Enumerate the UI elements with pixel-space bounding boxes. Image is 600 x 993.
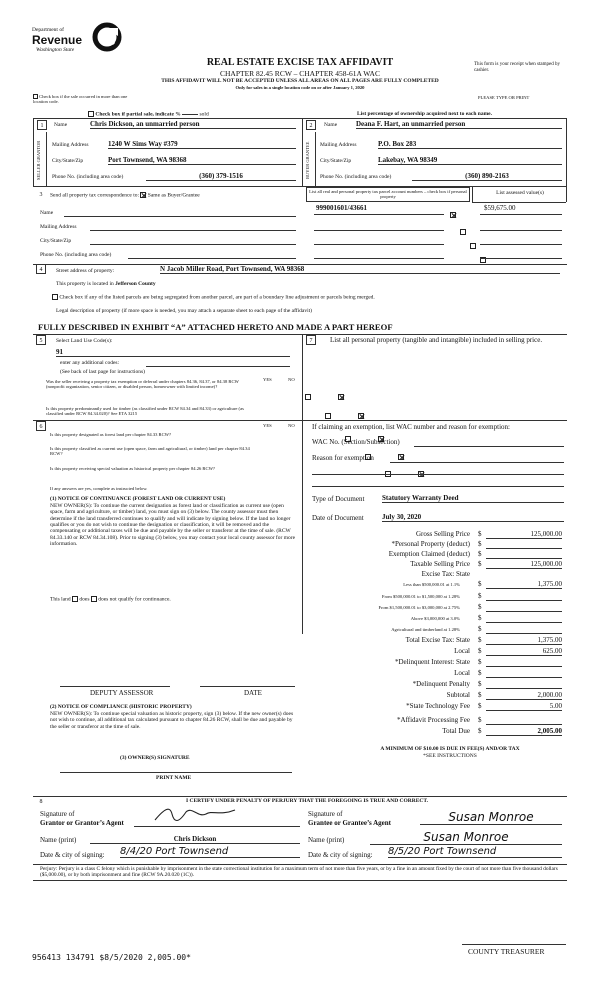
tier4-label: Above $3,000,000 at 3.0%: [410, 616, 460, 621]
grantor-signature: [150, 804, 240, 826]
section5-number: 5: [36, 335, 46, 345]
partial-sale-row: [88, 111, 209, 118]
section6-yes: YES: [263, 423, 272, 428]
buyer-name-label: Name: [324, 122, 338, 128]
tier1-value: 1,375.00: [486, 580, 562, 589]
section3-number: 3: [36, 190, 46, 200]
del-int-state-label: *Delinquent Interest: State: [394, 658, 470, 666]
buyer-mail: P.O. Box 283: [378, 140, 562, 149]
section6-q1: Is this property designated as forest land per chapter 84.33 RCW?: [50, 432, 172, 437]
section3-phone-label: Phone No. (including area code): [40, 252, 112, 258]
multi-location-row: [33, 94, 133, 105]
grantor-date-city: 8/4/20 Port Townsend: [120, 846, 300, 858]
grantor-sig-label2: Grantor or Grantor’s Agent: [40, 819, 124, 827]
section6-number: 6: [36, 421, 46, 431]
tier2-dollar: $: [478, 592, 482, 600]
segregation-checkbox[interactable]: [52, 294, 58, 300]
partial-sale-sold: sold: [199, 111, 209, 118]
grantee-signature: Susan Monroe: [420, 810, 562, 825]
q1-no-checkbox[interactable]: [338, 394, 344, 400]
additional-codes-label: enter any additional codes:: [60, 360, 120, 366]
perjury-warning: [40, 866, 560, 878]
parcel2-personal-checkbox[interactable]: [460, 229, 466, 235]
doc-date: July 30, 2020: [382, 513, 564, 522]
segregation-row: [52, 294, 375, 301]
buyer-city-label: City/State/Zip: [320, 158, 352, 164]
section3-name-label: Name: [40, 210, 54, 216]
this-land-label: This land: [50, 596, 71, 603]
ownership-note: List percentage of ownership acquired next to each name.: [357, 111, 492, 117]
del-penalty-dollar: $: [478, 680, 482, 688]
section3-mail-label: Mailing Address: [40, 224, 77, 230]
street-address: N Jacob Miller Road, Port Townsend, WA 98368: [160, 265, 560, 274]
seller-name-label: Name: [54, 122, 68, 128]
legal-description-label: Legal description of property (if more space is needed, you may attach a separate sheet to each page of the affidavit): [56, 308, 312, 314]
doc-date-label: Date of Document: [312, 514, 364, 522]
form-title: REAL ESTATE EXCISE TAX AFFIDAVIT: [206, 57, 394, 68]
total-state-value: 1,375.00: [486, 636, 562, 645]
assessor-date-label: DATE: [244, 689, 262, 697]
excise-state-label: Excise Tax: State: [421, 570, 470, 578]
tier5-dollar: $: [478, 625, 482, 633]
local-label: Local: [454, 647, 470, 655]
taxable-dollar: $: [478, 560, 482, 568]
partial-sale-checkbox[interactable]: [88, 111, 94, 117]
gross-value: 125,000.00: [486, 530, 562, 539]
does-not-qualify-checkbox[interactable]: [91, 596, 97, 602]
see-back-label: (See back of last page for instructions): [60, 369, 145, 375]
tier3-dollar: $: [478, 603, 482, 611]
section6-q3: Is this property receiving special valuation as historical property per chapter 84.26 RCW?: [50, 466, 215, 471]
agency-line2: Revenue: [32, 33, 83, 47]
seller-name: Chris Dickson, an unmarried person: [90, 120, 296, 129]
see-instructions: *SEE INSTRUCTIONS: [423, 753, 477, 759]
notice1-title: (1) NOTICE OF CONTINUANCE (FOREST LAND OR CURRENT USE): [50, 496, 226, 502]
buyer-mail-label: Mailing Address: [320, 142, 357, 148]
affidavit-fee-label: *Affidavit Processing Fee: [397, 716, 470, 724]
subtotal-value: 2,000.00: [486, 691, 562, 700]
total-due-value: 2,005.00: [486, 727, 562, 736]
notice2-title: (2) NOTICE OF COMPLIANCE (HISTORIC PROPERTY): [50, 704, 192, 710]
section2-number: 2: [306, 120, 316, 130]
tier3-label: From $1,500,000.01 to $3,000,000 at 2.75%: [378, 605, 460, 610]
del-penalty-label: *Delinquent Penalty: [412, 680, 470, 688]
personal-deduct-label: *Personal Property (deduct): [391, 540, 470, 548]
parcel-number-text: 999001601/43661: [316, 204, 367, 212]
section4-number: 4: [36, 264, 46, 274]
form-only-for: Only for sales in a single location code on or after January 1, 2020: [235, 85, 365, 90]
notice1-body: NEW OWNER(S): To continue the current designation as forest land or classification as current use (open space, farm and agriculture, or timber) land, you must sign on (3) below. The county assessor must then determine if the land transferred continues to qualify and will indicate by signing below. If the land no longer qualifies or you do not wish to continue the designation or classification, it will be removed and the compensating or additional taxes will be due and payable by the seller or transferor at the time of sale. (RCW 84.33.140 or RCW 84.34.108). Prior to signing (3) below, you may contact your local county assessor for more information.: [50, 503, 296, 547]
county-treasurer-label: COUNTY TREASURER: [468, 947, 545, 956]
subtotal-dollar: $: [478, 691, 482, 699]
seller-mail: 1240 W Sims Way #379: [108, 140, 296, 149]
personal-property-label: List all personal property (tangible and intangible) included in selling price.: [330, 336, 543, 344]
grantor-name: Chris Dickson: [90, 835, 300, 844]
multi-location-checkbox[interactable]: [33, 94, 38, 99]
form-warning: THIS AFFIDAVIT WILL NOT BE ACCEPTED UNLESS ALL AREAS ON ALL PAGES ARE FULLY COMPLETED: [161, 78, 439, 84]
taxable-value: 125,000.00: [486, 560, 562, 569]
owner-signature-label: (3) OWNER(S) SIGNATURE: [120, 755, 190, 761]
partial-sale-label: Check box if partial sale, indicate %: [95, 111, 181, 118]
section6-q2: Is this property classified as current use (open space, farm and agricultural, or timber) land per chapter 84.34 RCW?: [50, 446, 250, 457]
receipt-note: This form is your receipt when stamped by cashier.: [474, 62, 560, 73]
gross-label: Gross Selling Price: [415, 530, 470, 538]
current-use-no-checkbox[interactable]: [398, 454, 404, 460]
does-label: does: [79, 596, 90, 603]
local-value: 625.00: [486, 647, 562, 656]
total-state-dollar: $: [478, 636, 482, 644]
minimum-note: A MINIMUM OF $10.00 IS DUE IN FEE(S) AND/OR TAX: [380, 746, 520, 752]
section3-city-label: City/State/Zip: [40, 238, 72, 244]
subtotal-label: Subtotal: [446, 691, 470, 699]
does-qualify-checkbox[interactable]: [72, 596, 78, 602]
tier2-label: From $500,000.01 to $1,500,000 at 1.28%: [381, 594, 460, 599]
doc-type: Statutory Warranty Deed: [382, 494, 564, 503]
grantee-sig-label1: Signature of: [308, 810, 343, 818]
continuance-row: [50, 596, 171, 603]
tier4-dollar: $: [478, 614, 482, 622]
grantee-date-label: Date & city of signing:: [308, 851, 373, 859]
grantee-date-city: 8/5/20 Port Townsend: [388, 846, 562, 858]
section6-no: NO: [288, 423, 295, 428]
certify-statement: I CERTIFY UNDER PENALTY OF PERJURY THAT THE FOREGOING IS TRUE AND CORRECT.: [186, 798, 429, 804]
same-as-buyer-checkbox[interactable]: [140, 192, 146, 198]
section3-label: Send all property tax correspondence to:: [50, 192, 140, 199]
local-dollar: $: [478, 647, 482, 655]
buyer-name: Deana F. Hart, an unmarried person: [356, 120, 562, 129]
dor-logo: [30, 22, 130, 58]
if-yes-note: If any answers are yes, complete as instructed below.: [50, 486, 148, 491]
doc-type-label: Type of Document: [312, 495, 365, 503]
q2-yes-checkbox[interactable]: [325, 413, 331, 419]
buyer-phone-label: Phone No. (including area code): [320, 174, 392, 180]
section1-number: 1: [37, 120, 47, 130]
dor-logo-icon: [92, 22, 128, 52]
print-name-label: PRINT NAME: [156, 775, 192, 781]
does-not-label: does not qualify for continuance.: [98, 596, 171, 603]
section7-number: 7: [306, 335, 316, 345]
q2-no-checkbox[interactable]: [358, 413, 364, 419]
parcel-header: List all real and personal property tax parcel account numbers – check box if personal property: [306, 187, 470, 202]
tech-fee-dollar: $: [478, 702, 482, 710]
reason-label: Reason for exemption: [312, 454, 374, 462]
grantee-sig-label2: Grantee or Grantee’s Agent: [308, 819, 392, 827]
parcel3-personal-checkbox[interactable]: [470, 243, 476, 249]
exemption-label: If claiming an exemption, list WAC number and reason for exemption:: [312, 423, 510, 431]
grantor-date-label: Date & city of signing:: [40, 851, 105, 859]
section5-no: NO: [288, 377, 295, 382]
seller-mail-label: Mailing Address: [52, 142, 89, 148]
land-use-code: 91: [56, 348, 290, 357]
section5-q1: Was the seller receiving a property tax exemption or deferral under chapters 84.36, 84.37, or 84.38 RCW (nonprofit organization, senior citizen, or disabled person, homeowner with limited income)?: [46, 379, 239, 390]
total-due-dollar: $: [478, 727, 482, 735]
assessed-header: List assessed value(s): [496, 190, 544, 196]
agency-line1: Department of: [32, 27, 64, 33]
cashier-stamp: 956413 134791 $8/5/2020 2,005.00*: [32, 953, 191, 962]
tier5-label: Agricultural and timberland at 1.28%: [391, 627, 460, 632]
seller-city-label: City/State/Zip: [52, 158, 84, 164]
seller-city: Port Townsend, WA 98368: [108, 156, 296, 165]
wac-label: WAC No. (Section/Subsection): [312, 438, 400, 446]
del-local-label: Local: [454, 669, 470, 677]
seller-side-label: SELLER GRANTOR: [36, 140, 41, 180]
county-label: This property is located in: [56, 281, 114, 287]
personal-dollar: $: [478, 540, 482, 548]
buyer-side-label: BUYER GRANTEE: [305, 141, 310, 179]
perjury-text: Perjury: Perjury is a class C felony which is punishable by imprisonment in the state correctional institution for a maximum term of not more than five years, or by a fine in an amount fixed by the court of not more than five thousand dollars ($5,000.00), or by both imprisonment and fine (RCW 9A.20.020 (1C)).: [40, 866, 558, 879]
del-int-state-dollar: $: [478, 658, 482, 666]
tier1-dollar: $: [478, 580, 482, 588]
grantor-name-label: Name (print): [40, 836, 77, 844]
section3-label-row: [50, 192, 200, 199]
form-chapter: CHAPTER 82.45 RCW – CHAPTER 458-61A WAC: [220, 69, 380, 78]
grantee-name: Susan Monroe: [370, 830, 562, 845]
parcel1-personal-checkbox[interactable]: [450, 212, 456, 218]
grantor-sig-label1: Signature of: [40, 810, 75, 818]
exemption-dollar: $: [478, 550, 482, 558]
county-row: [56, 281, 156, 287]
tech-fee-label: *State Technology Fee: [406, 702, 470, 710]
county-name: Jefferson County: [115, 281, 156, 287]
street-label: Street address of property:: [56, 268, 115, 274]
exemption-deduct-label: Exemption Claimed (deduct): [388, 550, 470, 558]
same-as-buyer-label: Same as Buyer/Grantee: [147, 192, 200, 199]
parcel-number: [316, 204, 367, 212]
q1-yes-checkbox[interactable]: [305, 394, 311, 400]
exhibit-reference: FULLY DESCRIBED IN EXHIBIT “A” ATTACHED HERETO AND MADE A PART HEREOF: [38, 322, 393, 332]
deputy-assessor-label: DEPUTY ASSESSOR: [90, 689, 154, 697]
notice2-body: NEW OWNER(S): To continue special valuation as historic property, sign (3) below. If the new owner(s) does not wish to continue, all additional tax calculated pursuant to chapter 84.26 RCW, shall be due and payable by the seller or transferor at the time of sale.: [50, 711, 294, 730]
buyer-city: Lakebay, WA 98349: [378, 156, 562, 165]
segregation-label: Check box if any of the listed parcels are being segregated from another parcel, are part of a boundary line adjustment or parcels being merged.: [59, 294, 375, 301]
section8-number: 8: [36, 797, 46, 807]
tier1-label: Less than $500,000.01 at 1.1%: [403, 582, 460, 587]
seller-phone: (360) 379-1516: [146, 172, 296, 181]
assessed-value: $59,675.00: [484, 204, 516, 212]
section5-q2: Is this property predominantly used for timber (as classified under RCW 84.34 and 84.33) or agriculture (as classified under RCW 84.34.020)? See ETA 3215: [46, 406, 244, 417]
land-use-label: Select Land Use Code(s):: [56, 338, 113, 344]
tech-fee-value: 5.00: [486, 702, 562, 711]
section5-yes: YES: [263, 377, 272, 382]
agency-line3: Washington State: [36, 47, 75, 53]
gross-dollar: $: [478, 530, 482, 538]
type-or-print: PLEASE TYPE OR PRINT: [478, 95, 530, 100]
seller-phone-label: Phone No. (including area code): [52, 174, 124, 180]
del-local-dollar: $: [478, 669, 482, 677]
total-due-label: Total Due: [442, 727, 470, 735]
buyer-phone: (360) 890-2163: [412, 172, 562, 181]
taxable-label: Taxable Selling Price: [410, 560, 470, 568]
affidavit-fee-dollar: $: [478, 716, 482, 724]
total-state-label: Total Excise Tax: State: [405, 636, 470, 644]
multi-location-label: Check box if the sale occurred in more than one location code.: [33, 94, 128, 105]
grantee-name-label: Name (print): [308, 836, 345, 844]
